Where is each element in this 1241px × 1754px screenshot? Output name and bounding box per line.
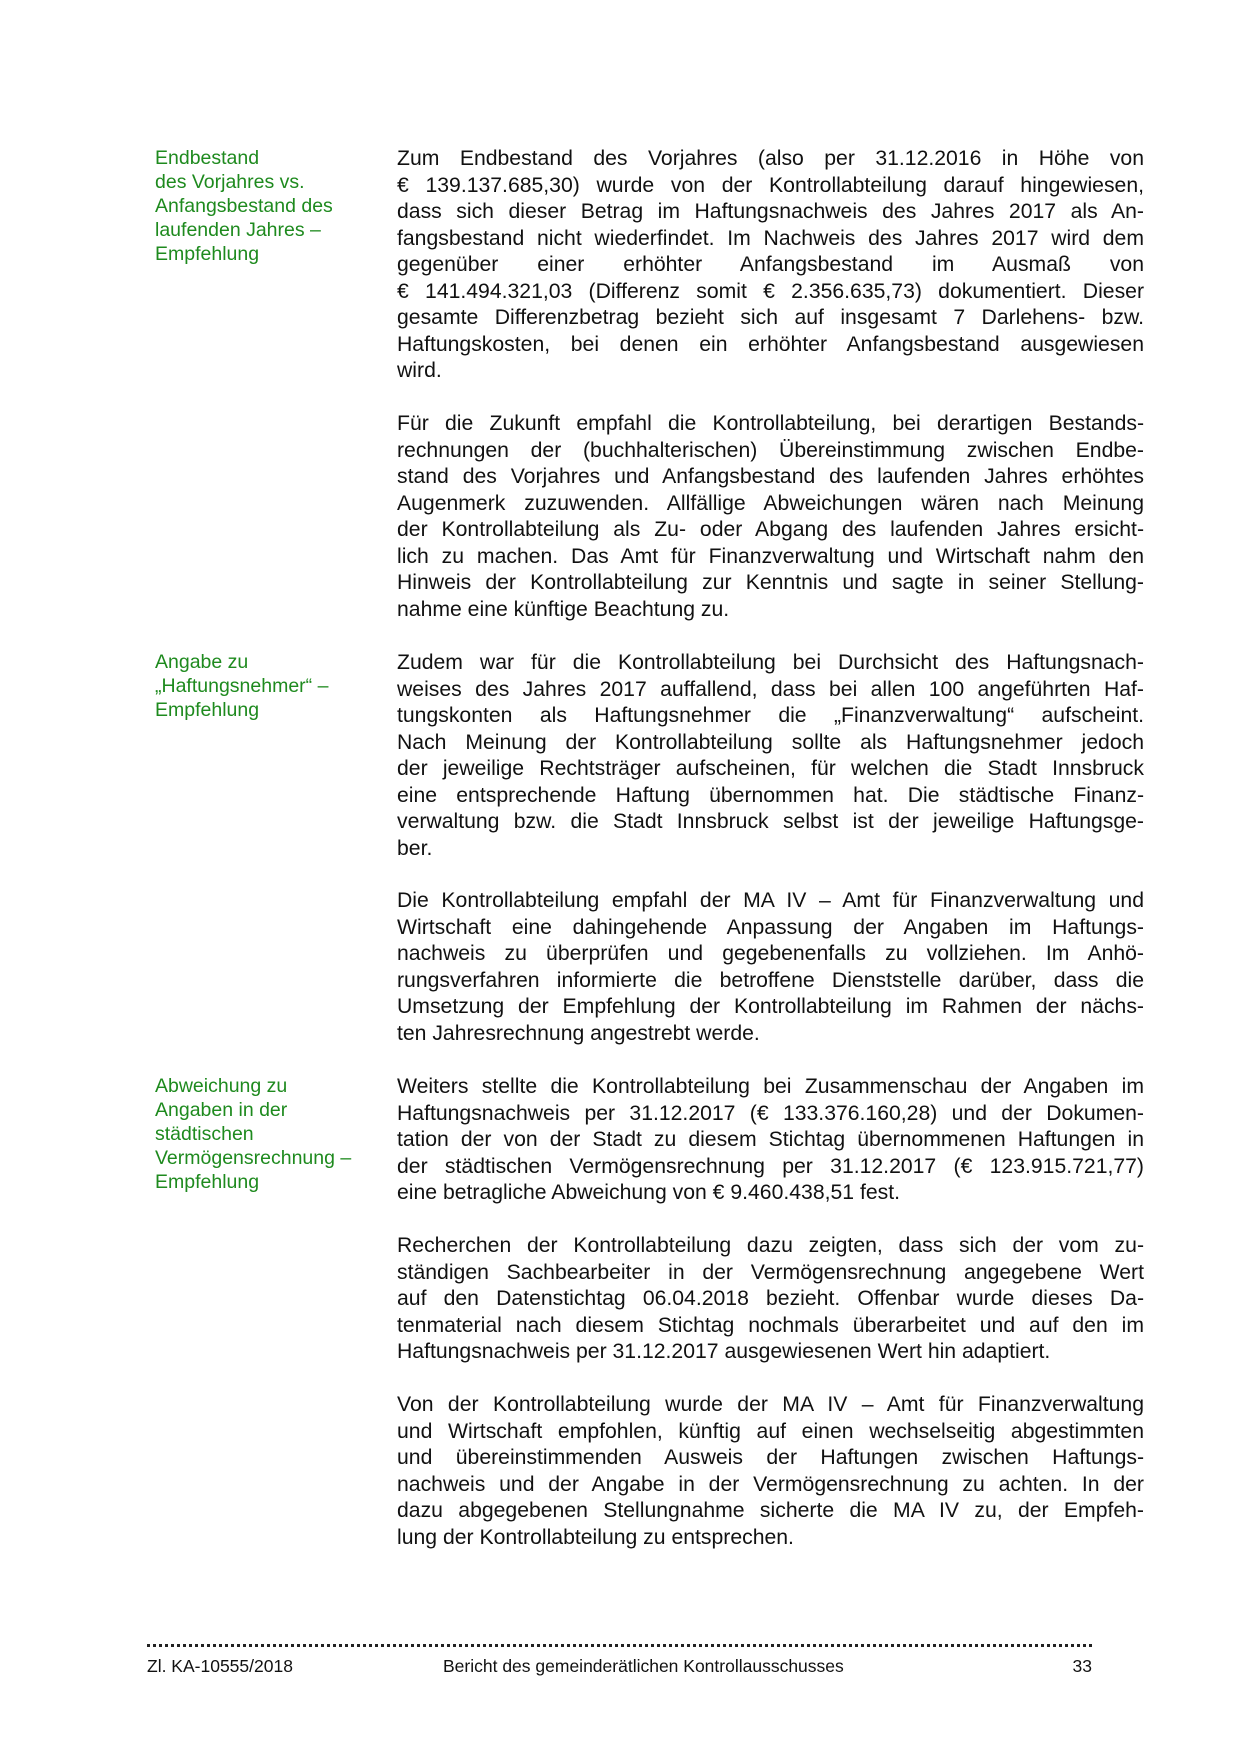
text-line: tungskonten als Haftungsnehmer die „Finanzverwaltung“ aufscheint. bbox=[397, 704, 1144, 727]
text-line: eine betragliche Abweichung von € 9.460.438,51 fest. bbox=[397, 1181, 900, 1204]
text-line: Nach Meinung der Kontrollabteilung sollte als Haftungsnehmer jedoch bbox=[397, 730, 1144, 754]
text-line: Hinweis der Kontrollabteilung zur Kenntnis und sagte in seiner Stellung- bbox=[397, 571, 1144, 594]
side-note-vermoegensrechnung bbox=[155, 1074, 370, 1194]
text-line: wird. bbox=[397, 359, 442, 382]
page-number: 33 bbox=[1072, 1656, 1092, 1676]
text-line: auf den Datenstichtag 06.04.2018 bezieht. Offenbar wurde dieses Da- bbox=[397, 1287, 1144, 1310]
text-line: der Kontrollabteilung als Zu- oder Abgang des laufenden Jahres ersicht- bbox=[397, 518, 1144, 541]
text-line: ständigen Sachbearbeiter in der Vermögensrechnung angegebene Wert bbox=[397, 1260, 1144, 1284]
footer-dotted-divider bbox=[147, 1644, 1092, 1647]
footer-title: Bericht des gemeinderätlichen Kontrollausschusses bbox=[443, 1656, 844, 1676]
side-note-line: Vermögensrechnung – bbox=[155, 1147, 352, 1169]
text-line: weises des Jahres 2017 auffallend, dass bei allen 100 angeführten Haf- bbox=[397, 677, 1144, 701]
paragraph-endbestand-empfehlung bbox=[397, 411, 1144, 623]
side-note-line: Empfehlung bbox=[155, 1171, 260, 1193]
side-note-endbestand bbox=[155, 146, 370, 266]
text-line: stand des Vorjahres und Anfangsbestand des laufenden Jahres erhöhtes bbox=[397, 465, 1144, 488]
text-line: nachweis und der Angabe in der Vermögensrechnung zu achten. In der bbox=[397, 1472, 1144, 1496]
side-note-line: Angabe zu bbox=[155, 651, 249, 673]
text-line: Recherchen der Kontrollabteilung dazu zeigten, dass sich der vom zu- bbox=[397, 1234, 1144, 1257]
text-line: Wirtschaft eine dahingehende Anpassung der Angaben im Haftungs- bbox=[397, 915, 1144, 939]
side-note-haftungsnehmer bbox=[155, 650, 370, 722]
text-line: nachweis zu überprüfen und gegebenenfalls zu vollziehen. Im Anhö- bbox=[397, 942, 1144, 965]
text-line: nahme eine künftige Beachtung zu. bbox=[397, 597, 730, 621]
text-line: der städtischen Vermögensrechnung per 31.12.2017 (€ 123.915.721,77) bbox=[397, 1154, 1144, 1178]
text-line: Zum Endbestand des Vorjahres (also per 31.12.2016 in Höhe von bbox=[397, 147, 1144, 170]
text-line: ten Jahresrechnung angestrebt werde. bbox=[397, 1021, 760, 1045]
text-line: und Wirtschaft empfohlen, künftig auf einen wechselseitig abgestimmten bbox=[397, 1419, 1144, 1443]
side-note-line: Abweichung zu bbox=[155, 1075, 288, 1097]
text-line: fangsbestand nicht wiederfindet. Im Nachweis des Jahres 2017 wird dem bbox=[397, 226, 1144, 250]
text-line: Haftungsnachweis per 31.12.2017 (€ 133.376.160,28) und der Dokumen- bbox=[397, 1101, 1144, 1125]
footer-reference: Zl. KA-10555/2018 bbox=[147, 1656, 293, 1676]
paragraph-abweichung-empfehlung bbox=[397, 1392, 1144, 1551]
text-line: rechnungen der (buchhalterischen) Übereinstimmung zwischen Endbe- bbox=[397, 438, 1144, 462]
side-note-line: Anfangsbestand des bbox=[155, 195, 333, 217]
paragraph-abweichung-hinweis bbox=[397, 1074, 1144, 1207]
side-note-line: Empfehlung bbox=[155, 699, 260, 721]
text-line: Von der Kontrollabteilung wurde der MA IV – Amt für Finanzverwaltung bbox=[397, 1393, 1144, 1416]
side-note-line: Angaben in der bbox=[155, 1099, 288, 1121]
paragraph-endbestand-hinweis bbox=[397, 146, 1144, 385]
text-line: ber. bbox=[397, 836, 433, 860]
text-line: Zudem war für die Kontrollabteilung bei Durchsicht des Haftungsnach- bbox=[397, 651, 1144, 674]
text-line: € 141.494.321,03 (Differenz somit € 2.356.635,73) dokumentiert. Dieser bbox=[397, 279, 1144, 303]
text-line: und übereinstimmenden Ausweis der Haftungen zwischen Haftungs- bbox=[397, 1446, 1144, 1469]
paragraph-abweichung-recherche bbox=[397, 1233, 1144, 1366]
text-line: gegenüber einer erhöhter Anfangsbestand im Ausmaß von bbox=[397, 253, 1144, 276]
text-line: dazu abgegebenen Stellungnahme sicherte die MA IV zu, der Empfeh- bbox=[397, 1499, 1144, 1522]
text-line: Die Kontrollabteilung empfahl der MA IV – Amt für Finanzverwaltung und bbox=[397, 889, 1144, 912]
text-line: verwaltung bzw. die Stadt Innsbruck selbst ist der jeweilige Haftungsge- bbox=[397, 810, 1144, 833]
text-line: lich zu machen. Das Amt für Finanzverwaltung und Wirtschaft nahm den bbox=[397, 544, 1144, 568]
side-note-line: laufenden Jahres – bbox=[155, 219, 321, 241]
text-line: gesamte Differenzbetrag bezieht sich auf insgesamt 7 Darlehens- bzw. bbox=[397, 306, 1144, 329]
text-line: Haftungsnachweis per 31.12.2017 ausgewiesenen Wert hin adaptiert. bbox=[397, 1340, 1051, 1363]
side-note-line: städtischen bbox=[155, 1123, 254, 1145]
text-line: eine entsprechende Haftung übernommen hat. Die städtische Finanz- bbox=[397, 783, 1144, 807]
text-line: Augenmerk zuzuwenden. Allfällige Abweichungen wären nach Meinung bbox=[397, 491, 1144, 515]
text-line: dass sich dieser Betrag im Haftungsnachweis des Jahres 2017 als An- bbox=[397, 200, 1144, 223]
side-note-line: „Haftungsnehmer“ – bbox=[155, 675, 329, 697]
text-line: tenmaterial nach diesem Stichtag nochmals überarbeitet und auf den im bbox=[397, 1313, 1144, 1337]
page-footer bbox=[147, 1656, 1092, 1680]
text-line: Umsetzung der Empfehlung der Kontrollabteilung im Rahmen der nächs- bbox=[397, 995, 1144, 1018]
text-line: tation der von der Stadt zu diesem Stichtag übernommenen Haftungen in bbox=[397, 1128, 1144, 1151]
side-note-line: Endbestand bbox=[155, 147, 260, 169]
text-line: der jeweilige Rechtsträger aufscheinen, für welchen die Stadt Innsbruck bbox=[397, 757, 1144, 780]
text-line: lung der Kontrollabteilung zu entsprechen. bbox=[397, 1525, 794, 1549]
text-line: Für die Zukunft empfahl die Kontrollabteilung, bei derartigen Bestands- bbox=[397, 412, 1144, 435]
paragraph-haftungsnehmer-empfehlung bbox=[397, 888, 1144, 1047]
text-line: Weiters stellte die Kontrollabteilung bei Zusammenschau der Angaben im bbox=[397, 1075, 1144, 1098]
side-note-line: des Vorjahres vs. bbox=[155, 171, 305, 193]
side-note-line: Empfehlung bbox=[155, 243, 260, 265]
text-line: rungsverfahren informierte die betroffene Dienststelle darüber, dass die bbox=[397, 968, 1144, 992]
text-line: € 139.137.685,30) wurde von der Kontrollabteilung darauf hingewiesen, bbox=[397, 173, 1144, 197]
paragraph-haftungsnehmer-hinweis bbox=[397, 650, 1144, 862]
text-line: Haftungskosten, bei denen ein erhöhter Anfangsbestand ausgewiesen bbox=[397, 332, 1144, 356]
